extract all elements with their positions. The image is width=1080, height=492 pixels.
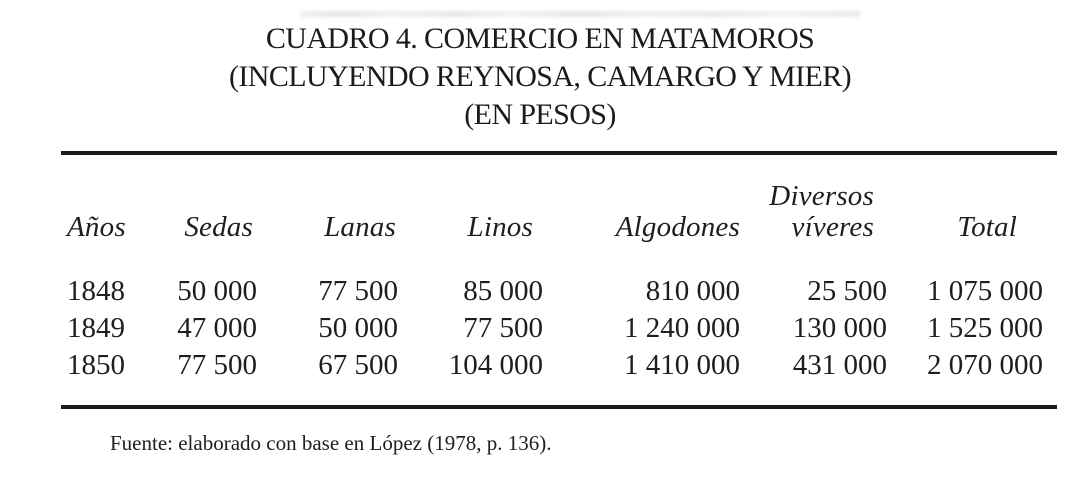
col-header-linos: Linos <box>467 211 533 243</box>
cell-total: 1 525 000 <box>927 312 1043 344</box>
cell-linos: 85 000 <box>463 275 543 307</box>
cell-lanas: 50 000 <box>318 312 398 344</box>
cell-ano: 1849 <box>67 312 125 344</box>
cell-total: 2 070 000 <box>927 349 1043 381</box>
cell-algodones: 1 240 000 <box>624 312 740 344</box>
col-header-diversos-line1: Diversos <box>769 180 874 212</box>
cell-algodones: 1 410 000 <box>624 349 740 381</box>
col-header-diversos-line2: víveres <box>791 211 874 243</box>
col-header-algodones: Algodones <box>615 211 740 243</box>
cell-diversos: 130 000 <box>792 312 887 344</box>
scan-artifact <box>300 11 860 17</box>
cell-linos: 104 000 <box>448 349 543 381</box>
col-header-lanas: Lanas <box>324 211 396 243</box>
col-header-sedas: Sedas <box>184 211 253 243</box>
cell-diversos: 25 500 <box>807 275 887 307</box>
source-note: Fuente: elaborado con base en López (1978, p. 136). <box>110 431 552 455</box>
col-header-diversos-viveres <box>740 155 887 243</box>
commerce-table <box>61 155 1057 405</box>
col-header-anos: Años <box>67 211 126 243</box>
table-row <box>61 310 1057 347</box>
table-row <box>61 347 1057 405</box>
table-row <box>61 243 1057 310</box>
title-line-3: (EN PESOS) <box>464 98 616 131</box>
cell-diversos: 431 000 <box>792 349 887 381</box>
cell-lanas: 67 500 <box>318 349 398 381</box>
title-line-2: (INCLUYENDO REYNOSA, CAMARGO Y MIER) <box>229 60 851 93</box>
cell-ano: 1850 <box>67 349 125 381</box>
commerce-table-zone <box>61 151 1057 409</box>
cell-ano: 1848 <box>67 275 125 307</box>
header-row <box>61 155 1057 243</box>
title-line-1: CUADRO 4. COMERCIO EN MATAMOROS <box>265 22 815 55</box>
cell-linos: 77 500 <box>463 312 543 344</box>
cell-total: 1 075 000 <box>927 275 1043 307</box>
cell-sedas: 47 000 <box>177 312 257 344</box>
col-header-total: Total <box>957 211 1017 243</box>
cell-algodones: 810 000 <box>645 275 740 307</box>
table-title <box>0 0 1080 134</box>
cell-lanas: 77 500 <box>318 275 398 307</box>
cell-sedas: 50 000 <box>177 275 257 307</box>
cell-sedas: 77 500 <box>177 349 257 381</box>
